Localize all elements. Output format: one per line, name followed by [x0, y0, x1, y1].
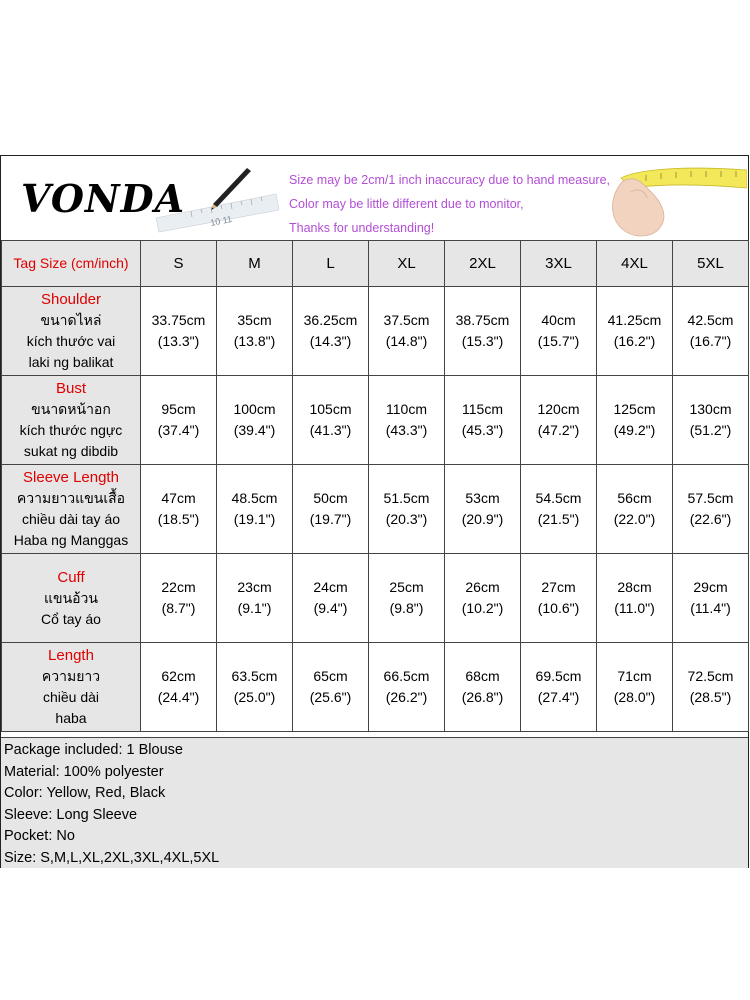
inch-value: (37.4"): [157, 422, 200, 438]
table-row-bust: [2, 376, 749, 465]
cm-value: 38.75cm: [455, 312, 510, 328]
note-line: Size may be 2cm/1 inch inaccuracy due to hand measure,: [289, 173, 611, 187]
inch-value: (16.7"): [689, 333, 732, 349]
cm-value: 110cm: [386, 401, 427, 417]
table-cell: [673, 643, 749, 732]
table-cell: [673, 465, 749, 554]
table-cell: [521, 376, 597, 465]
row-translation: chiều dài: [42, 689, 100, 705]
table-cell: [369, 287, 445, 376]
table-cell: [445, 554, 521, 643]
row-translation: Cổ tay áo: [41, 610, 101, 627]
inch-value: (24.4"): [157, 689, 200, 705]
table-cell: [445, 643, 521, 732]
cm-value: 25cm: [389, 579, 424, 595]
row-translation: แขนอ้วน: [43, 589, 98, 606]
inch-value: (28.0"): [613, 689, 656, 705]
pencil-ruler-icon: [151, 166, 281, 236]
row-translation: laki ng balikat: [28, 354, 114, 370]
table-cell: [597, 287, 673, 376]
detail-pocket: Pocket: No: [4, 828, 75, 845]
cm-value: 51.5cm: [383, 490, 430, 506]
row-translation: Haba ng Manggas: [13, 532, 129, 548]
inch-value: (39.4"): [233, 422, 276, 438]
product-details: [1, 737, 748, 868]
row-translation: ขนาดไหล่: [40, 312, 102, 328]
table-cell: [673, 287, 749, 376]
tape-measure-hand-icon: [601, 158, 747, 238]
table-cell: [217, 287, 293, 376]
row-translation: ขนาดหน้าอก: [31, 401, 111, 417]
table-cell: [141, 554, 217, 643]
size-header: 5XL: [673, 241, 749, 287]
table-cell: [293, 376, 369, 465]
inch-value: (15.7"): [537, 333, 580, 349]
cm-value: 33.75cm: [151, 312, 206, 328]
inch-value: (10.6"): [537, 600, 580, 616]
tag-size-label: Tag Size (cm/inch): [2, 241, 141, 287]
size-header: S: [141, 241, 217, 287]
table-cell: [141, 376, 217, 465]
cm-value: 71cm: [617, 668, 652, 684]
table-cell: [369, 643, 445, 732]
inch-value: (21.5"): [537, 511, 580, 527]
table-cell: [217, 376, 293, 465]
table-cell: [445, 287, 521, 376]
cm-value: 22cm: [161, 579, 196, 595]
cm-value: 35cm: [237, 312, 272, 328]
cm-value: 57.5cm: [687, 490, 734, 506]
table-row-length: [2, 643, 749, 732]
cm-value: 72.5cm: [687, 668, 734, 684]
inch-value: (15.3"): [461, 333, 504, 349]
table-row-shoulder: [2, 287, 749, 376]
table-cell: [141, 643, 217, 732]
cm-value: 120cm: [537, 401, 580, 417]
cm-value: 29cm: [693, 579, 728, 595]
cm-value: 69.5cm: [535, 668, 582, 684]
row-label: [2, 287, 141, 376]
row-label: [2, 643, 141, 732]
brand-logo: VONDA: [21, 176, 186, 221]
table-cell: [217, 554, 293, 643]
cm-value: 65cm: [313, 668, 348, 684]
row-title: Length: [48, 647, 94, 664]
inch-value: (9.1"): [237, 600, 272, 616]
cm-value: 125cm: [613, 401, 656, 417]
cm-value: 56cm: [617, 490, 652, 506]
cm-value: 26cm: [465, 579, 500, 595]
row-translation: haba: [55, 710, 87, 726]
detail-size: Size: S,M,L,XL,2XL,3XL,4XL,5XL: [4, 849, 220, 866]
note-line: Thanks for understanding!: [289, 221, 435, 235]
cm-value: 27cm: [541, 579, 576, 595]
cm-value: 63.5cm: [231, 668, 278, 684]
cm-value: 53cm: [465, 490, 500, 506]
cm-value: 54.5cm: [535, 490, 582, 506]
cm-value: 36.25cm: [303, 312, 358, 328]
table-cell: [293, 287, 369, 376]
table-cell: [673, 376, 749, 465]
table-cell: [369, 554, 445, 643]
cm-value: 40cm: [541, 312, 576, 328]
size-header: 4XL: [597, 241, 673, 287]
inch-value: (14.3"): [309, 333, 352, 349]
row-translation: sukat ng dibdib: [23, 443, 119, 459]
inch-value: (25.6"): [309, 689, 352, 705]
cm-value: 50cm: [313, 490, 348, 506]
inch-value: (26.8"): [461, 689, 504, 705]
table-cell: [521, 465, 597, 554]
detail-package: Package included: 1 Blouse: [4, 742, 183, 758]
inch-value: (16.2"): [613, 333, 656, 349]
table-cell: [369, 465, 445, 554]
inch-value: (9.8"): [389, 600, 424, 616]
size-header: XL: [369, 241, 445, 287]
ruler-digits: 10 11: [209, 213, 233, 228]
row-title: Shoulder: [40, 291, 102, 308]
table-row-cuff: [2, 554, 749, 643]
table-cell: [141, 465, 217, 554]
table-cell: [597, 554, 673, 643]
table-cell: [597, 465, 673, 554]
table-row-sleeve-length: [2, 465, 749, 554]
table-cell: [445, 465, 521, 554]
inch-value: (10.2"): [461, 600, 504, 616]
inch-value: (13.3"): [157, 333, 200, 349]
inch-value: (25.0"): [233, 689, 276, 705]
header-row: [2, 241, 749, 287]
cm-value: 37.5cm: [383, 312, 430, 328]
cm-value: 66.5cm: [383, 668, 430, 684]
cm-value: 48.5cm: [231, 490, 278, 506]
detail-material: Material: 100% polyester: [4, 763, 164, 780]
inch-value: (19.1"): [233, 511, 276, 527]
inch-value: (22.6"): [689, 511, 732, 527]
table-cell: [673, 554, 749, 643]
cm-value: 130cm: [689, 401, 732, 417]
cm-value: 68cm: [465, 668, 500, 684]
table-cell: [597, 376, 673, 465]
detail-sleeve: Sleeve: Long Sleeve: [4, 806, 138, 823]
row-label: [2, 465, 141, 554]
table-cell: [521, 287, 597, 376]
cm-value: 42.5cm: [687, 312, 734, 328]
cm-value: 100cm: [233, 401, 276, 417]
detail-color: Color: Yellow, Red, Black: [4, 785, 166, 802]
table-cell: [521, 554, 597, 643]
inch-value: (47.2"): [537, 422, 580, 438]
row-title: Bust: [55, 380, 86, 397]
inch-value: (26.2"): [385, 689, 428, 705]
inch-value: (11.0"): [614, 600, 655, 616]
inch-value: (28.5"): [689, 689, 732, 705]
cm-value: 28cm: [617, 579, 652, 595]
table-cell: [445, 376, 521, 465]
table-cell: [293, 465, 369, 554]
table-cell: [369, 376, 445, 465]
size-chart: [0, 155, 749, 868]
cm-value: 95cm: [161, 401, 196, 417]
table-cell: [141, 287, 217, 376]
inch-value: (13.8"): [233, 333, 276, 349]
inch-value: (11.4"): [690, 600, 731, 616]
inch-value: (22.0"): [613, 511, 656, 527]
header-banner: [1, 156, 748, 241]
cm-value: 105cm: [309, 401, 352, 417]
table-cell: [597, 643, 673, 732]
row-label: [2, 554, 141, 643]
inch-value: (18.5"): [157, 511, 200, 527]
row-translation: ความยาวแขนเสื้อ: [16, 490, 126, 506]
inch-value: (43.3"): [385, 422, 428, 438]
table-cell: [521, 643, 597, 732]
inch-value: (9.4"): [313, 600, 348, 616]
row-translation: kích thước ngực: [19, 422, 123, 438]
size-table: [1, 240, 749, 732]
row-title: Sleeve Length: [23, 469, 119, 486]
row-translation: kích thước vai: [26, 333, 116, 349]
table-cell: [217, 465, 293, 554]
size-header: M: [217, 241, 293, 287]
cm-value: 115cm: [462, 401, 503, 417]
size-header: 3XL: [521, 241, 597, 287]
inch-value: (45.3"): [461, 422, 504, 438]
measurement-notes: [289, 168, 610, 240]
table-cell: [217, 643, 293, 732]
cm-value: 41.25cm: [607, 312, 662, 328]
inch-value: (49.2"): [613, 422, 656, 438]
cm-value: 47cm: [161, 490, 196, 506]
inch-value: (19.7"): [309, 511, 352, 527]
inch-value: (51.2"): [689, 422, 732, 438]
size-header: 2XL: [445, 241, 521, 287]
row-label: [2, 376, 141, 465]
cm-value: 62cm: [161, 668, 196, 684]
size-header: L: [293, 241, 369, 287]
row-title: Cuff: [57, 568, 85, 586]
note-line: Color may be little different due to monitor,: [289, 197, 524, 211]
inch-value: (20.9"): [461, 511, 504, 527]
table-cell: [293, 643, 369, 732]
inch-value: (20.3"): [385, 511, 428, 527]
inch-value: (27.4"): [537, 689, 580, 705]
inch-value: (14.8"): [385, 333, 428, 349]
row-translation: chiều dài tay áo: [21, 511, 121, 527]
cm-value: 24cm: [313, 579, 348, 595]
cm-value: 23cm: [237, 579, 272, 595]
inch-value: (8.7"): [161, 600, 196, 616]
table-cell: [293, 554, 369, 643]
inch-value: (41.3"): [309, 422, 352, 438]
row-translation: ความยาว: [41, 668, 101, 684]
